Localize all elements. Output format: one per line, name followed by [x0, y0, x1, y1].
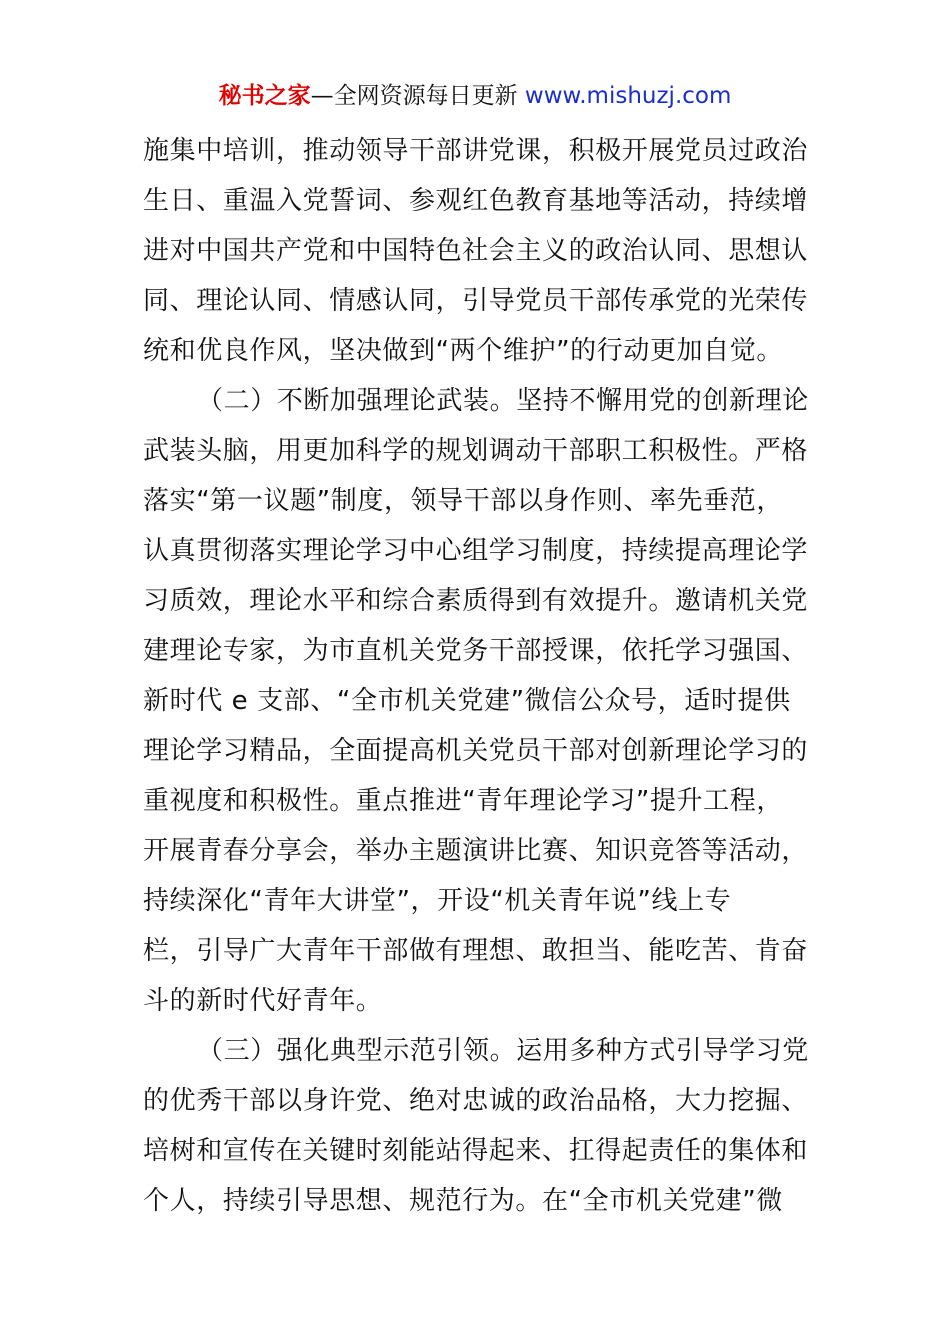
text-line: 建理论专家，为市直机关党务干部授课，依托学习强国、 [143, 636, 809, 666]
header-brand: 秘书之家 [218, 83, 311, 109]
text-line: 武装头脑，用更加科学的规划调动干部职工积极性。严格 [143, 436, 809, 466]
text-line: 持续深化“青年大讲堂”，开设“机关青年说”线上专 [143, 886, 732, 916]
text-line: 培树和宣传在关键时刻能站得起来、扛得起责任的集体和 [143, 1136, 809, 1166]
text-line: 新时代 e 支部、“全市机关党建”微信公众号，适时提供 [143, 686, 791, 716]
text-line: 习质效，理论水平和综合素质得到有效提升。邀请机关党 [143, 586, 809, 616]
text-line: 施集中培训，推动领导干部讲党课，积极开展党员过政治 [143, 136, 809, 166]
text-line: 重视度和积极性。重点推进“青年理论学习”提升工程， [143, 786, 783, 816]
section-heading-line: （三）强化典型示范引领。运用多种方式引导学习党 [197, 1036, 809, 1066]
text-line: 统和优良作风，坚决做到“两个维护”的行动更加自觉。 [143, 336, 783, 366]
text-line: 进对中国共产党和中国特色社会主义的政治认同、思想认 [143, 236, 809, 266]
text-line: 个人，持续引导思想、规范行为。在“全市机关党建”微 [143, 1186, 783, 1216]
document-body [143, 126, 808, 1226]
text-line: 落实“第一议题”制度，领导干部以身作则、率先垂范， [143, 486, 783, 516]
text-line: 理论学习精品，全面提高机关党员干部对创新理论学习的 [143, 736, 809, 766]
header-tagline: —全网资源每日更新 [310, 83, 525, 109]
header-url-link[interactable]: www.mishuzj.com [524, 83, 732, 109]
page-header [0, 80, 950, 112]
text-line: 认真贯彻落实理论学习中心组学习制度，持续提高理论学 [143, 536, 809, 566]
text-line: 斗的新时代好青年。 [143, 986, 383, 1016]
text-line: 栏，引导广大青年干部做有理想、敢担当、能吃苦、肯奋 [143, 936, 809, 966]
text-line: 生日、重温入党誓词、参观红色教育基地等活动，持续增 [143, 186, 809, 216]
text-line: 开展青春分享会，举办主题演讲比赛、知识竞答等活动， [143, 836, 809, 866]
section-heading-line: （二）不断加强理论武装。坚持不懈用党的创新理论 [197, 386, 809, 416]
text-line: 的优秀干部以身许党、绝对忠诚的政治品格，大力挖掘、 [143, 1086, 809, 1116]
text-line: 同、理论认同、情感认同，引导党员干部传承党的光荣传 [143, 286, 809, 316]
